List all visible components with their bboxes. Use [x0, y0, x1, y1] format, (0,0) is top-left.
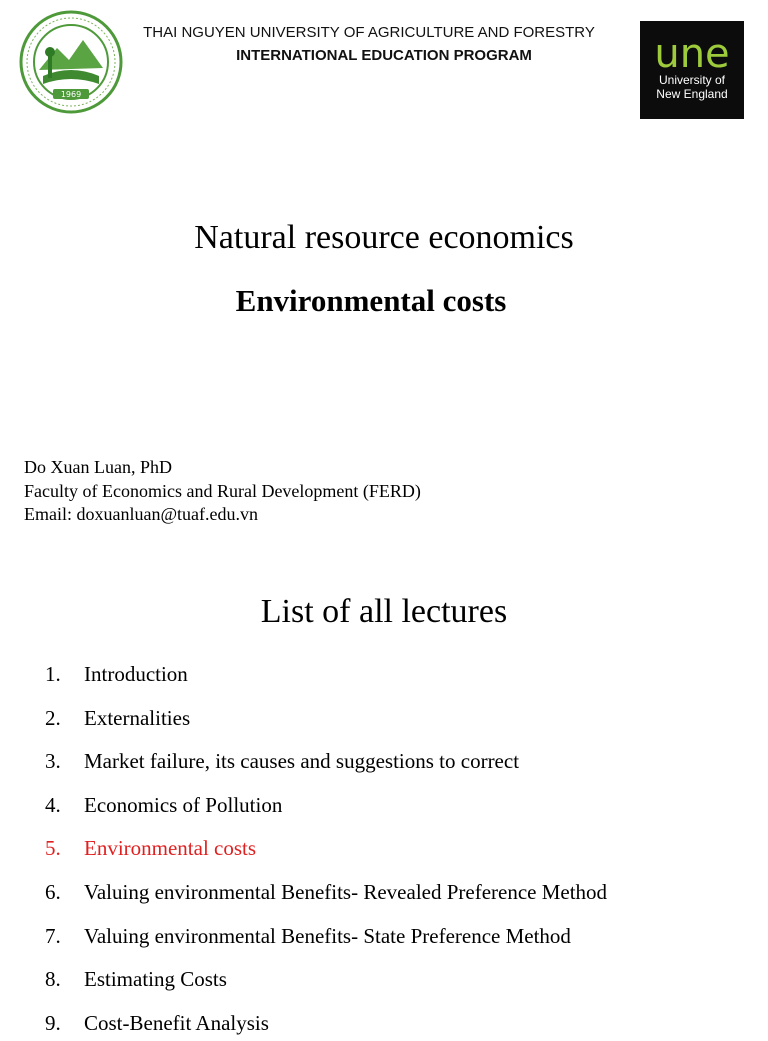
svg-text:une: une — [654, 31, 730, 77]
lecture-number: 5. — [45, 836, 61, 861]
lecture-number: 8. — [45, 967, 61, 992]
une-logo-mark — [640, 29, 744, 77]
une-logo — [640, 21, 744, 119]
lecture-number: 6. — [45, 880, 61, 904]
lecture-label: Valuing environmental Benefits- Revealed Preference Method — [84, 880, 608, 904]
lecture-number: 1. — [45, 662, 61, 686]
lecture-number: 2. — [45, 705, 61, 730]
lecture-subtitle: Environmental costs — [235, 283, 507, 318]
lecture-label: Economics of Pollution — [84, 792, 283, 817]
lecture-label: Introduction — [84, 662, 188, 686]
course-title: Natural resource economics — [194, 219, 574, 256]
author-email: Email: doxuanluan@tuaf.edu.vn — [24, 504, 259, 524]
lecture-label: Valuing environmental Benefits- State Preference Method — [84, 923, 571, 948]
lecture-label: Cost-Benefit Analysis — [84, 1010, 269, 1035]
une-logo-line2: New England — [656, 87, 728, 101]
lecture-number: 7. — [45, 923, 61, 948]
seal-year: 1969 — [60, 90, 82, 99]
lecture-label: Environmental costs — [84, 836, 257, 861]
university-name: THAI NGUYEN UNIVERSITY OF AGRICULTURE AND FORESTRY — [143, 24, 595, 41]
program-name: INTERNATIONAL EDUCATION PROGRAM — [236, 47, 532, 64]
author-name: Do Xuan Luan, PhD — [24, 457, 172, 477]
lecture-label: Estimating Costs — [84, 967, 227, 992]
lecture-label: Market failure, its causes and suggestions to correct — [84, 749, 520, 774]
author-block — [24, 456, 421, 527]
lecture-label: Externalities — [84, 705, 191, 730]
lectures-heading: List of all lectures — [260, 593, 508, 630]
une-logo-line1: University of — [658, 73, 726, 87]
lecture-number: 4. — [45, 792, 61, 817]
lecture-number: 9. — [45, 1010, 61, 1035]
author-faculty: Faculty of Economics and Rural Development (FERD) — [24, 480, 421, 501]
lecture-number: 3. — [45, 749, 61, 774]
